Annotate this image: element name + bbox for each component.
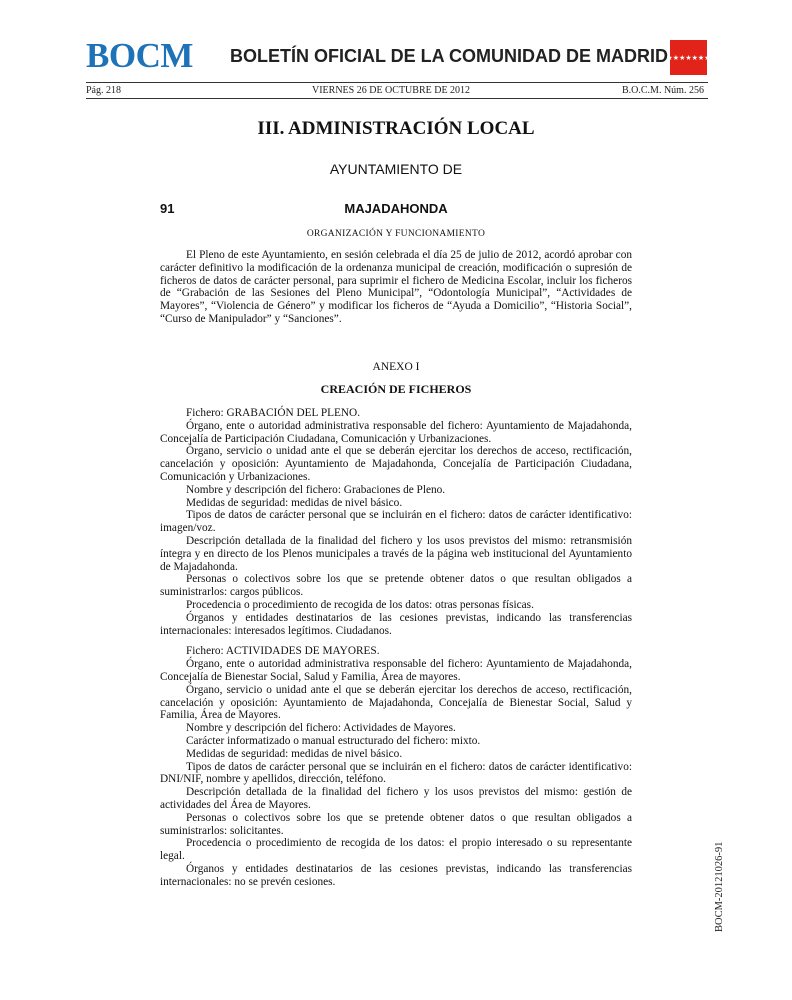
files-list (160, 407, 632, 888)
announcement-subject: ORGANIZACIÓN Y FUNCIONAMIENTO (306, 229, 486, 239)
municipality-name: MAJADAHONDA (344, 201, 448, 216)
file-paragraph: Personas o colectivos sobre los que se pretende obtener datos o que resultan obligados a suministrarlos: cargos públicos. (160, 573, 632, 599)
bulletin-title: BOLETÍN OFICIAL DE LA COMUNIDAD DE MADRID (230, 46, 668, 66)
madrid-flag-icon (666, 40, 711, 75)
file-paragraph: Fichero: GRABACIÓN DEL PLENO. (186, 407, 361, 419)
bocm-logo: BOCM (86, 36, 193, 75)
file-paragraph: Órgano, servicio o unidad ante el que se deberán ejercitar los derechos de acceso, rectificación, cancelación y oposición: Ayuntamiento de Majadahonda, Concejalía de Bienestar Social, Salud y Familia, Área de Mayores. (160, 683, 632, 722)
file-paragraph: Tipos de datos de carácter personal que se incluirán en el fichero: datos de carácter identificativo: DNI/NIF, nombre y apellidos, dirección, teléfono. (160, 760, 632, 786)
file-paragraph: Carácter informatizado o manual estructurado del fichero: mixto. (186, 734, 481, 747)
intro-text (160, 249, 632, 326)
intro-paragraph: El Pleno de este Ayuntamiento, en sesión celebrada el día 25 de julio de 2012, acordó aprobar con carácter definitivo la modificación de la ordenanza municipal de creación, modificación o supresión de ficheros de datos de carácter personal, para suprimir el fichero de Medicina Escolar, incluir los ficheros de “Grabación de las Sesiones del Pleno Municipal”, “Odontología Municipal”, “Actividades de Mayores”, “Violencia de Género” y modificar los ficheros de “Ayuda a Domicilio”, “Historia Social”, “Curso de Manipulador” y “Sanciones”. (160, 249, 632, 325)
file-paragraph: Órgano, ente o autoridad administrativa responsable del fichero: Ayuntamiento de Majadahonda, Concejalía de Bienestar Social, Salud y Familia, Área de mayores. (160, 658, 632, 683)
section-title: III. ADMINISTRACIÓN LOCAL (257, 118, 535, 139)
file-paragraph: Nombre y descripción del fichero: Actividades de Mayores. (186, 722, 456, 735)
file-paragraph: Procedencia o procedimiento de recogida de los datos: el propio interesado o su representante legal. (160, 837, 632, 863)
file-paragraph: Tipos de datos de carácter personal que se incluirán en el fichero: datos de carácter identificativo: imagen/voz. (160, 509, 632, 535)
municipality-prefix: AYUNTAMIENTO DE (329, 161, 463, 177)
issue-date: VIERNES 26 DE OCTUBRE DE 2012 (312, 85, 471, 96)
file-paragraph: Órgano, servicio o unidad ante el que se deberán ejercitar los derechos de acceso, rectificación, cancelación y oposición: Ayuntamiento de Majadahonda, Concejalía de Participación Ciudadana, Comunicación y Urbanizaciones. (160, 445, 632, 483)
file-paragraph: Personas o colectivos sobre los que se pretende obtener datos o que resultan obligados a suministrarlos: solicitantes. (160, 811, 632, 837)
issue-number: B.O.C.M. Núm. 256 (622, 85, 704, 96)
annex-heading: CREACIÓN DE FICHEROS (320, 382, 472, 396)
file-paragraph: Descripción detallada de la finalidad del fichero y los usos previstos del mismo: gestión de actividades del Área de Mayores. (160, 786, 632, 811)
file-paragraph: Descripción detallada de la finalidad del fichero y los usos previstos del mismo: retransmisión íntegra y en directo de los Plenos municipales a través de la página web institucional del Ayuntamiento de Majadahonda. (160, 534, 632, 573)
file-paragraph: Nombre y descripción del fichero: Grabaciones de Pleno. (186, 483, 446, 496)
page-number: Pág. 218 (86, 85, 121, 96)
header-rule (86, 82, 708, 83)
document-code: BOCM-20121026-91 (714, 841, 725, 932)
file-paragraph: Fichero: ACTIVIDADES DE MAYORES. (186, 645, 380, 658)
announcement-number: 91 (160, 201, 175, 216)
file-paragraph: Órgano, ente o autoridad administrativa responsable del fichero: Ayuntamiento de Majadahonda, Concejalía de Participación Ciudadana, Comunicación y Urbanizaciones. (160, 419, 632, 445)
subheader-rule (86, 98, 708, 99)
file-paragraph: Medidas de seguridad: medidas de nivel básico. (186, 747, 403, 760)
file-paragraph: Órganos y entidades destinatarios de las cesiones previstas, indicando las transferencias internacionales: no se prevén cesiones. (160, 862, 632, 888)
file-paragraph: Medidas de seguridad: medidas de nivel básico. (186, 496, 403, 509)
annex-title: ANEXO I (372, 361, 420, 373)
flag-stars: ★★★★★★★ (666, 53, 711, 62)
file-paragraph: Procedencia o procedimiento de recogida de los datos: otras personas físicas. (186, 598, 534, 611)
file-paragraph: Órganos y entidades destinatarios de las cesiones previstas, indicando las transferencias internacionales: interesados legítimos. Ciudadanos. (160, 611, 632, 637)
